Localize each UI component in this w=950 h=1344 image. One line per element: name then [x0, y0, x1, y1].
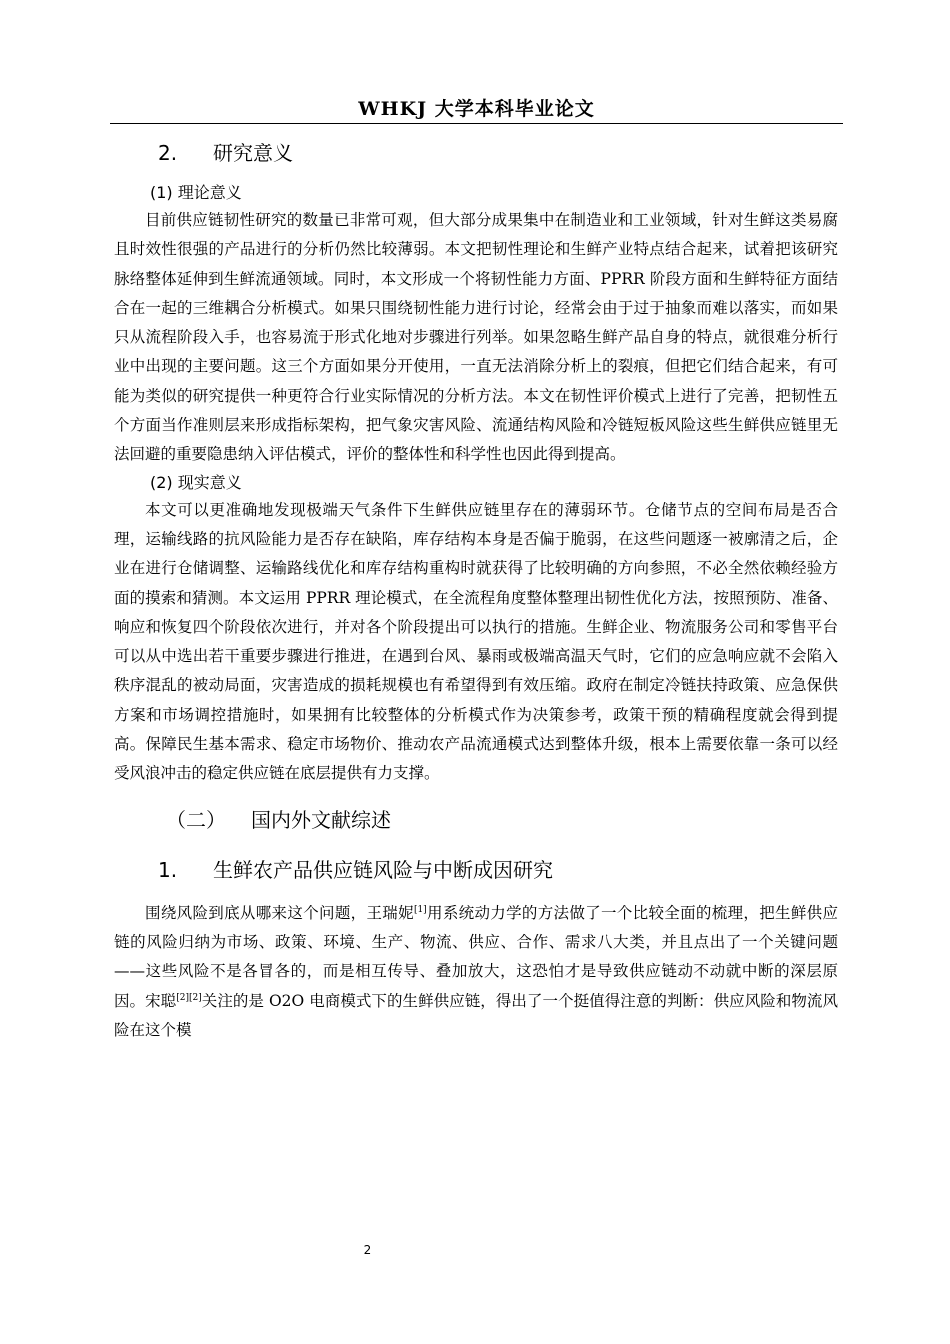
paragraph-risk-research	[114, 899, 838, 1045]
heading-risk-research	[114, 855, 838, 885]
running-header: WHKJ 大学本科毕业论文	[358, 98, 595, 120]
paragraph-practice: 本文可以更准确地发现极端天气条件下生鲜供应链里存在的薄弱环节。仓储节点的空间布局是否合理，运输线路的抗风险能力是否存在缺陷，库存结构本身是否偏于脆弱，在这些问题逐一被廓清之后，企业在进行仓储调整、运输路线优化和库存结构重构时就获得了比较明确的方向参照，不必全然依赖经验方面的摸索和猜测。本文运用 PPRR 理论模式，在全流程角度整体整理出韧性优化方法，按照预防、准备、响应和恢复四个阶段依次进行，并对各个阶段提出可以执行的措施。生鲜企业、物流服务公司和零售平台可以从中选出若干重要步骤进行推进，在遇到台风、暴雨或极端高温天气时，它们的应急响应就不会陷入秩序混乱的被动局面，灾害造成的损耗规模也有希望得到有效压缩。政府在制定冷链扶持政策、应急保供方案和市场调控措施时，如果拥有比较整体的分析模式作为决策参考，政策干预的精确程度就会得到提高。保障民生基本需求、稳定市场物价、推动农产品流通模式达到整体升级，根本上需要依靠一条可以经受风浪冲击的稳定供应链在底层提供有力支撑。	[114, 500, 838, 783]
heading-text: 研究意义	[213, 141, 293, 165]
page-content	[114, 132, 838, 1045]
paragraph-text: 关注的是 O2O 电商模式下的生鲜供应链，得出了一个挺值得注意的判断：供应风险和物流风险在这个模	[114, 991, 838, 1039]
heading-number: 1.	[158, 857, 178, 882]
heading-research-significance	[114, 138, 838, 168]
citation-reference[interactable]: [2][2]	[176, 992, 202, 1003]
subheading-theory: (1) 理论意义	[150, 183, 242, 202]
header-rule	[110, 123, 843, 124]
paragraph-theory: 目前供应链韧性研究的数量已非常可观，但大部分成果集中在制造业和工业领域，针对生鲜这类易腐且时效性很强的产品进行的分析仍然比较薄弱。本文把韧性理论和生鲜产业特点结合起来，试着把该研究脉络整体延伸到生鲜流通领域。同时，本文形成一个将韧性能力方面、PPRR 阶段方面和生鲜特征方面结合在一起的三维耦合分析模式。如果只围绕韧性能力进行讨论，经常会由于过于抽象而难以落实，而如果只从流程阶段入手，也容易流于形式化地对步骤进行列举。如果忽略生鲜产品自身的特点，就很难分析行业中出现的主要问题。这三个方面如果分开使用，一直无法消除分析上的裂痕，但把它们结合起来，有可能为类似的研究提供一种更符合行业实际情况的分析方法。本文在韧性评价模式上进行了完善，把韧性五个方面当作准则层来形成指标架构，把气象灾害风险、流通结构风险和冷链短板风险这些生鲜供应链里无法回避的重要隐患纳入评估模式，评价的整体性和科学性也因此得到提高。	[114, 211, 838, 464]
heading-number: 2.	[158, 141, 178, 165]
subheading-practice: (2) 现实意义	[150, 472, 242, 492]
heading-number: （二）	[166, 807, 226, 832]
heading-text: 国内外文献综述	[251, 807, 391, 832]
page-number: 2	[363, 1243, 372, 1257]
paragraph-text: 用系统动力学的方法做了一个比较全面的梳理，把生鲜供应链的风险归纳为市场、政策、环境、生产、物流、供应、合作、需求八大类，并且点出了一个关键问题——这些风险不是各冒各的，而是相互传导、叠加放大，这恐怕才是导致供应链动不动就中断的深层原因。宋聪	[114, 903, 838, 1010]
citation-reference[interactable]: [1]	[413, 904, 427, 915]
heading-text: 生鲜农产品供应链风险与中断成因研究	[213, 857, 553, 882]
heading-literature-review	[114, 805, 838, 835]
paragraph-text: 围绕风险到底从哪来这个问题，王瑞妮	[145, 903, 414, 922]
